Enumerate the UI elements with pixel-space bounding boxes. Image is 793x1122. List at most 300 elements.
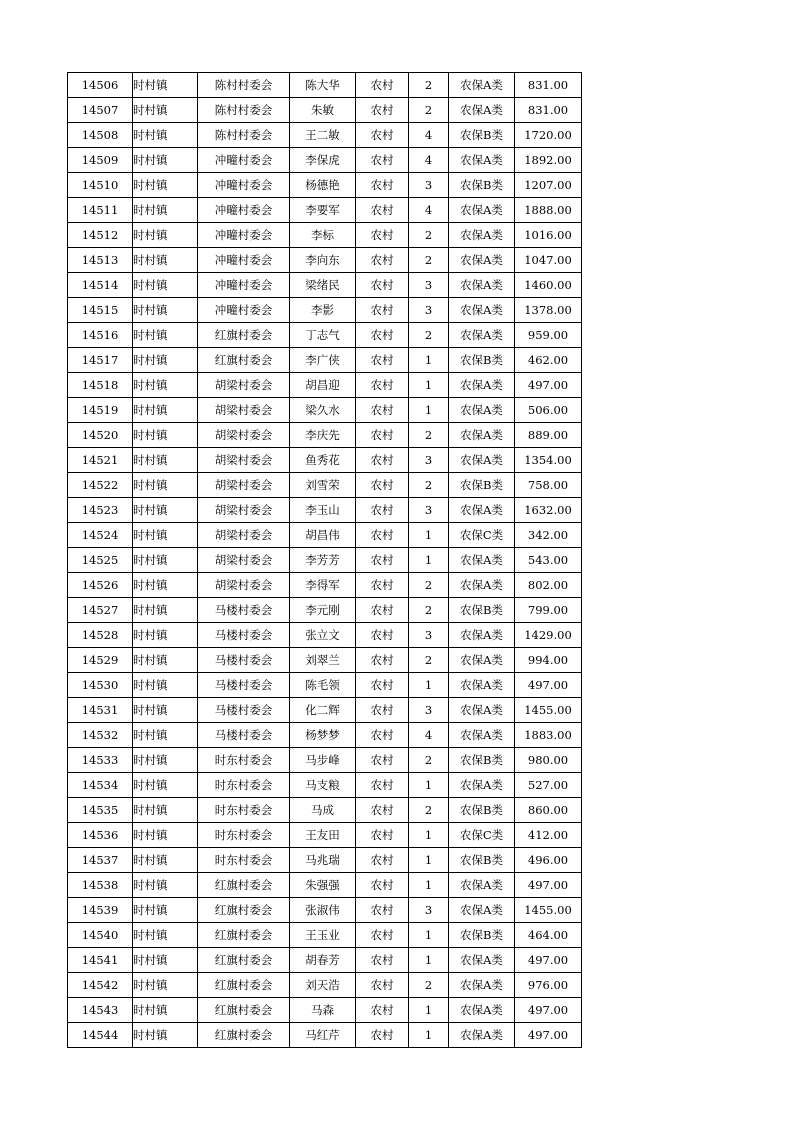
town-cell: 时村镇 — [133, 848, 198, 873]
record-id-cell: 14522 — [68, 473, 133, 498]
amount-cell: 462.00 — [515, 348, 582, 373]
insurance-type-cell: 农保A类 — [449, 773, 515, 798]
household-count-cell: 2 — [409, 798, 449, 823]
insurance-type-cell: 农保B类 — [449, 923, 515, 948]
person-name-cell: 梁绪民 — [290, 273, 356, 298]
household-count-cell: 2 — [409, 423, 449, 448]
village-committee-cell: 冲疃村委会 — [198, 148, 290, 173]
record-id-cell: 14529 — [68, 648, 133, 673]
town-cell: 时村镇 — [133, 323, 198, 348]
village-committee-cell: 红旗村委会 — [198, 948, 290, 973]
village-committee-cell: 胡梁村委会 — [198, 498, 290, 523]
person-name-cell: 马红芹 — [290, 1023, 356, 1048]
record-id-cell: 14514 — [68, 273, 133, 298]
record-id-cell: 14537 — [68, 848, 133, 873]
table-row — [68, 148, 582, 173]
table-body — [68, 73, 582, 1048]
record-id-cell: 14524 — [68, 523, 133, 548]
person-name-cell: 马步峰 — [290, 748, 356, 773]
person-name-cell: 朱强强 — [290, 873, 356, 898]
insurance-type-cell: 农保A类 — [449, 448, 515, 473]
village-committee-cell: 陈村村委会 — [198, 73, 290, 98]
record-id-cell: 14523 — [68, 498, 133, 523]
amount-cell: 802.00 — [515, 573, 582, 598]
area-type-cell: 农村 — [356, 298, 409, 323]
amount-cell: 1632.00 — [515, 498, 582, 523]
village-committee-cell: 冲疃村委会 — [198, 223, 290, 248]
record-id-cell: 14518 — [68, 373, 133, 398]
amount-cell: 889.00 — [515, 423, 582, 448]
record-id-cell: 14526 — [68, 573, 133, 598]
town-cell: 时村镇 — [133, 948, 198, 973]
table-row — [68, 748, 582, 773]
town-cell: 时村镇 — [133, 498, 198, 523]
record-id-cell: 14519 — [68, 398, 133, 423]
amount-cell: 497.00 — [515, 948, 582, 973]
area-type-cell: 农村 — [356, 423, 409, 448]
person-name-cell: 李玉山 — [290, 498, 356, 523]
person-name-cell: 王玉业 — [290, 923, 356, 948]
record-id-cell: 14542 — [68, 973, 133, 998]
amount-cell: 1892.00 — [515, 148, 582, 173]
household-count-cell: 1 — [409, 773, 449, 798]
person-name-cell: 刘翠兰 — [290, 648, 356, 673]
record-id-cell: 14525 — [68, 548, 133, 573]
amount-cell: 497.00 — [515, 373, 582, 398]
insurance-type-cell: 农保A类 — [449, 498, 515, 523]
village-committee-cell: 红旗村委会 — [198, 348, 290, 373]
area-type-cell: 农村 — [356, 73, 409, 98]
insurance-type-cell: 农保A类 — [449, 973, 515, 998]
town-cell: 时村镇 — [133, 423, 198, 448]
insurance-type-cell: 农保B类 — [449, 848, 515, 873]
record-id-cell: 14534 — [68, 773, 133, 798]
insurance-type-cell: 农保B类 — [449, 598, 515, 623]
insurance-type-cell: 农保A类 — [449, 623, 515, 648]
town-cell: 时村镇 — [133, 448, 198, 473]
record-id-cell: 14515 — [68, 298, 133, 323]
town-cell: 时村镇 — [133, 273, 198, 298]
table-row — [68, 323, 582, 348]
village-committee-cell: 胡梁村委会 — [198, 448, 290, 473]
insurance-type-cell: 农保A类 — [449, 73, 515, 98]
record-id-cell: 14510 — [68, 173, 133, 198]
amount-cell: 412.00 — [515, 823, 582, 848]
person-name-cell: 李广侠 — [290, 348, 356, 373]
record-id-cell: 14509 — [68, 148, 133, 173]
household-count-cell: 2 — [409, 323, 449, 348]
insurance-type-cell: 农保A类 — [449, 423, 515, 448]
table-row — [68, 973, 582, 998]
household-count-cell: 2 — [409, 748, 449, 773]
table-row — [68, 573, 582, 598]
village-committee-cell: 胡梁村委会 — [198, 473, 290, 498]
table-row — [68, 998, 582, 1023]
town-cell: 时村镇 — [133, 523, 198, 548]
village-committee-cell: 胡梁村委会 — [198, 548, 290, 573]
record-id-cell: 14543 — [68, 998, 133, 1023]
table-row — [68, 423, 582, 448]
table-row — [68, 648, 582, 673]
area-type-cell: 农村 — [356, 798, 409, 823]
area-type-cell: 农村 — [356, 448, 409, 473]
amount-cell: 1429.00 — [515, 623, 582, 648]
insurance-type-cell: 农保C类 — [449, 823, 515, 848]
amount-cell: 980.00 — [515, 748, 582, 773]
record-id-cell: 14512 — [68, 223, 133, 248]
person-name-cell: 李庆先 — [290, 423, 356, 448]
record-id-cell: 14535 — [68, 798, 133, 823]
town-cell: 时村镇 — [133, 823, 198, 848]
household-count-cell: 3 — [409, 498, 449, 523]
table-row — [68, 823, 582, 848]
table-row — [68, 73, 582, 98]
amount-cell: 1378.00 — [515, 298, 582, 323]
amount-cell: 1888.00 — [515, 198, 582, 223]
area-type-cell: 农村 — [356, 373, 409, 398]
area-type-cell: 农村 — [356, 248, 409, 273]
household-count-cell: 1 — [409, 923, 449, 948]
person-name-cell: 陈大华 — [290, 73, 356, 98]
table-row — [68, 673, 582, 698]
area-type-cell: 农村 — [356, 723, 409, 748]
town-cell: 时村镇 — [133, 898, 198, 923]
table-row — [68, 223, 582, 248]
town-cell: 时村镇 — [133, 673, 198, 698]
household-count-cell: 2 — [409, 473, 449, 498]
record-id-cell: 14536 — [68, 823, 133, 848]
household-count-cell: 2 — [409, 223, 449, 248]
insurance-type-cell: 农保A类 — [449, 398, 515, 423]
amount-cell: 497.00 — [515, 873, 582, 898]
household-count-cell: 3 — [409, 173, 449, 198]
insurance-type-cell: 农保C类 — [449, 523, 515, 548]
town-cell: 时村镇 — [133, 173, 198, 198]
area-type-cell: 农村 — [356, 698, 409, 723]
insurance-type-cell: 农保A类 — [449, 723, 515, 748]
person-name-cell: 李元刚 — [290, 598, 356, 623]
table-row — [68, 298, 582, 323]
amount-cell: 1016.00 — [515, 223, 582, 248]
household-count-cell: 3 — [409, 898, 449, 923]
amount-cell: 831.00 — [515, 73, 582, 98]
household-count-cell: 1 — [409, 873, 449, 898]
amount-cell: 506.00 — [515, 398, 582, 423]
town-cell: 时村镇 — [133, 748, 198, 773]
table-row — [68, 473, 582, 498]
table-row — [68, 448, 582, 473]
record-id-cell: 14539 — [68, 898, 133, 923]
village-committee-cell: 胡梁村委会 — [198, 398, 290, 423]
person-name-cell: 马成 — [290, 798, 356, 823]
record-id-cell: 14528 — [68, 623, 133, 648]
village-committee-cell: 红旗村委会 — [198, 1023, 290, 1048]
insurance-type-cell: 农保A类 — [449, 273, 515, 298]
household-count-cell: 4 — [409, 723, 449, 748]
household-count-cell: 1 — [409, 348, 449, 373]
village-committee-cell: 陈村村委会 — [198, 98, 290, 123]
record-id-cell: 14506 — [68, 73, 133, 98]
table-row — [68, 623, 582, 648]
village-committee-cell: 胡梁村委会 — [198, 573, 290, 598]
village-committee-cell: 红旗村委会 — [198, 873, 290, 898]
household-count-cell: 3 — [409, 448, 449, 473]
household-count-cell: 4 — [409, 123, 449, 148]
town-cell: 时村镇 — [133, 973, 198, 998]
town-cell: 时村镇 — [133, 698, 198, 723]
household-count-cell: 2 — [409, 98, 449, 123]
record-id-cell: 14520 — [68, 423, 133, 448]
table-row — [68, 848, 582, 873]
table-row — [68, 1023, 582, 1048]
town-cell: 时村镇 — [133, 98, 198, 123]
household-count-cell: 2 — [409, 648, 449, 673]
town-cell: 时村镇 — [133, 648, 198, 673]
table-row — [68, 173, 582, 198]
area-type-cell: 农村 — [356, 173, 409, 198]
amount-cell: 1460.00 — [515, 273, 582, 298]
area-type-cell: 农村 — [356, 148, 409, 173]
town-cell: 时村镇 — [133, 223, 198, 248]
insurance-type-cell: 农保A类 — [449, 248, 515, 273]
insurance-type-cell: 农保A类 — [449, 373, 515, 398]
table-row — [68, 98, 582, 123]
record-id-cell: 14507 — [68, 98, 133, 123]
area-type-cell: 农村 — [356, 273, 409, 298]
area-type-cell: 农村 — [356, 498, 409, 523]
area-type-cell: 农村 — [356, 898, 409, 923]
insurance-type-cell: 农保A类 — [449, 998, 515, 1023]
person-name-cell: 胡春芳 — [290, 948, 356, 973]
person-name-cell: 丁志气 — [290, 323, 356, 348]
town-cell: 时村镇 — [133, 998, 198, 1023]
person-name-cell: 李标 — [290, 223, 356, 248]
town-cell: 时村镇 — [133, 723, 198, 748]
town-cell: 时村镇 — [133, 373, 198, 398]
insurance-type-cell: 农保A类 — [449, 223, 515, 248]
amount-cell: 1047.00 — [515, 248, 582, 273]
household-count-cell: 1 — [409, 998, 449, 1023]
village-committee-cell: 冲疃村委会 — [198, 248, 290, 273]
town-cell: 时村镇 — [133, 623, 198, 648]
person-name-cell: 李要军 — [290, 198, 356, 223]
record-id-cell: 14541 — [68, 948, 133, 973]
village-committee-cell: 时东村委会 — [198, 798, 290, 823]
record-id-cell: 14517 — [68, 348, 133, 373]
person-name-cell: 李向东 — [290, 248, 356, 273]
village-committee-cell: 马楼村委会 — [198, 623, 290, 648]
insurance-type-cell: 农保A类 — [449, 298, 515, 323]
amount-cell: 831.00 — [515, 98, 582, 123]
person-name-cell: 王二敏 — [290, 123, 356, 148]
village-committee-cell: 红旗村委会 — [198, 923, 290, 948]
amount-cell: 860.00 — [515, 798, 582, 823]
household-count-cell: 4 — [409, 148, 449, 173]
area-type-cell: 农村 — [356, 748, 409, 773]
record-id-cell: 14544 — [68, 1023, 133, 1048]
town-cell: 时村镇 — [133, 348, 198, 373]
insurance-type-cell: 农保B类 — [449, 123, 515, 148]
household-count-cell: 1 — [409, 948, 449, 973]
household-count-cell: 1 — [409, 548, 449, 573]
table-row — [68, 498, 582, 523]
village-committee-cell: 时东村委会 — [198, 748, 290, 773]
area-type-cell: 农村 — [356, 848, 409, 873]
person-name-cell: 鱼秀花 — [290, 448, 356, 473]
town-cell: 时村镇 — [133, 73, 198, 98]
table-row — [68, 898, 582, 923]
household-count-cell: 3 — [409, 298, 449, 323]
household-count-cell: 1 — [409, 373, 449, 398]
person-name-cell: 杨梦梦 — [290, 723, 356, 748]
village-committee-cell: 红旗村委会 — [198, 973, 290, 998]
record-id-cell: 14531 — [68, 698, 133, 723]
area-type-cell: 农村 — [356, 598, 409, 623]
area-type-cell: 农村 — [356, 98, 409, 123]
area-type-cell: 农村 — [356, 998, 409, 1023]
table-row — [68, 948, 582, 973]
table-row — [68, 923, 582, 948]
record-id-cell: 14521 — [68, 448, 133, 473]
area-type-cell: 农村 — [356, 198, 409, 223]
insurance-type-cell: 农保A类 — [449, 698, 515, 723]
area-type-cell: 农村 — [356, 923, 409, 948]
table-row — [68, 123, 582, 148]
area-type-cell: 农村 — [356, 123, 409, 148]
insurance-type-cell: 农保A类 — [449, 573, 515, 598]
amount-cell: 1720.00 — [515, 123, 582, 148]
person-name-cell: 刘雪荣 — [290, 473, 356, 498]
table-row — [68, 548, 582, 573]
amount-cell: 497.00 — [515, 1023, 582, 1048]
amount-cell: 342.00 — [515, 523, 582, 548]
insurance-type-cell: 农保B类 — [449, 473, 515, 498]
area-type-cell: 农村 — [356, 473, 409, 498]
village-committee-cell: 红旗村委会 — [198, 323, 290, 348]
village-committee-cell: 冲疃村委会 — [198, 273, 290, 298]
amount-cell: 758.00 — [515, 473, 582, 498]
amount-cell: 1207.00 — [515, 173, 582, 198]
village-committee-cell: 马楼村委会 — [198, 598, 290, 623]
insurance-type-cell: 农保A类 — [449, 898, 515, 923]
area-type-cell: 农村 — [356, 823, 409, 848]
insurance-type-cell: 农保A类 — [449, 148, 515, 173]
village-committee-cell: 红旗村委会 — [198, 898, 290, 923]
household-count-cell: 4 — [409, 198, 449, 223]
person-name-cell: 胡昌迎 — [290, 373, 356, 398]
insurance-type-cell: 农保A类 — [449, 548, 515, 573]
household-count-cell: 2 — [409, 973, 449, 998]
insurance-type-cell: 农保A类 — [449, 198, 515, 223]
area-type-cell: 农村 — [356, 398, 409, 423]
village-committee-cell: 胡梁村委会 — [198, 373, 290, 398]
amount-cell: 1455.00 — [515, 898, 582, 923]
person-name-cell: 王友田 — [290, 823, 356, 848]
area-type-cell: 农村 — [356, 623, 409, 648]
person-name-cell: 朱敏 — [290, 98, 356, 123]
town-cell: 时村镇 — [133, 548, 198, 573]
village-committee-cell: 陈村村委会 — [198, 123, 290, 148]
person-name-cell: 李保虎 — [290, 148, 356, 173]
insurance-type-cell: 农保B类 — [449, 748, 515, 773]
area-type-cell: 农村 — [356, 873, 409, 898]
household-count-cell: 1 — [409, 398, 449, 423]
table-row — [68, 598, 582, 623]
table-row — [68, 798, 582, 823]
area-type-cell: 农村 — [356, 573, 409, 598]
household-count-cell: 1 — [409, 523, 449, 548]
record-id-cell: 14533 — [68, 748, 133, 773]
village-committee-cell: 胡梁村委会 — [198, 423, 290, 448]
person-name-cell: 张淑伟 — [290, 898, 356, 923]
record-id-cell: 14532 — [68, 723, 133, 748]
area-type-cell: 农村 — [356, 773, 409, 798]
table-row — [68, 398, 582, 423]
amount-cell: 799.00 — [515, 598, 582, 623]
person-name-cell: 李得军 — [290, 573, 356, 598]
household-count-cell: 3 — [409, 698, 449, 723]
area-type-cell: 农村 — [356, 548, 409, 573]
insurance-type-cell: 农保A类 — [449, 98, 515, 123]
person-name-cell: 杨德艳 — [290, 173, 356, 198]
table-row — [68, 723, 582, 748]
town-cell: 时村镇 — [133, 123, 198, 148]
area-type-cell: 农村 — [356, 348, 409, 373]
village-committee-cell: 马楼村委会 — [198, 723, 290, 748]
village-committee-cell: 时东村委会 — [198, 823, 290, 848]
household-count-cell: 1 — [409, 848, 449, 873]
amount-cell: 976.00 — [515, 973, 582, 998]
record-id-cell: 14527 — [68, 598, 133, 623]
insurance-type-cell: 农保B类 — [449, 348, 515, 373]
area-type-cell: 农村 — [356, 323, 409, 348]
table-row — [68, 273, 582, 298]
town-cell: 时村镇 — [133, 398, 198, 423]
table-row — [68, 773, 582, 798]
household-count-cell: 1 — [409, 673, 449, 698]
record-id-cell: 14540 — [68, 923, 133, 948]
insurance-type-cell: 农保A类 — [449, 1023, 515, 1048]
person-name-cell: 张立文 — [290, 623, 356, 648]
amount-cell: 994.00 — [515, 648, 582, 673]
town-cell: 时村镇 — [133, 198, 198, 223]
record-id-cell: 14530 — [68, 673, 133, 698]
area-type-cell: 农村 — [356, 973, 409, 998]
household-count-cell: 2 — [409, 573, 449, 598]
record-id-cell: 14511 — [68, 198, 133, 223]
village-committee-cell: 冲疃村委会 — [198, 198, 290, 223]
person-name-cell: 化二辉 — [290, 698, 356, 723]
insurance-type-cell: 农保B类 — [449, 798, 515, 823]
person-name-cell: 马兆瑞 — [290, 848, 356, 873]
household-count-cell: 3 — [409, 623, 449, 648]
insurance-type-cell: 农保A类 — [449, 873, 515, 898]
table-row — [68, 248, 582, 273]
insurance-type-cell: 农保A类 — [449, 323, 515, 348]
town-cell: 时村镇 — [133, 298, 198, 323]
town-cell: 时村镇 — [133, 148, 198, 173]
village-committee-cell: 胡梁村委会 — [198, 523, 290, 548]
person-name-cell: 马支粮 — [290, 773, 356, 798]
table-row — [68, 198, 582, 223]
insurance-type-cell: 农保A类 — [449, 673, 515, 698]
person-name-cell: 李芳芳 — [290, 548, 356, 573]
town-cell: 时村镇 — [133, 1023, 198, 1048]
household-count-cell: 2 — [409, 598, 449, 623]
amount-cell: 497.00 — [515, 998, 582, 1023]
village-committee-cell: 马楼村委会 — [198, 698, 290, 723]
amount-cell: 1455.00 — [515, 698, 582, 723]
